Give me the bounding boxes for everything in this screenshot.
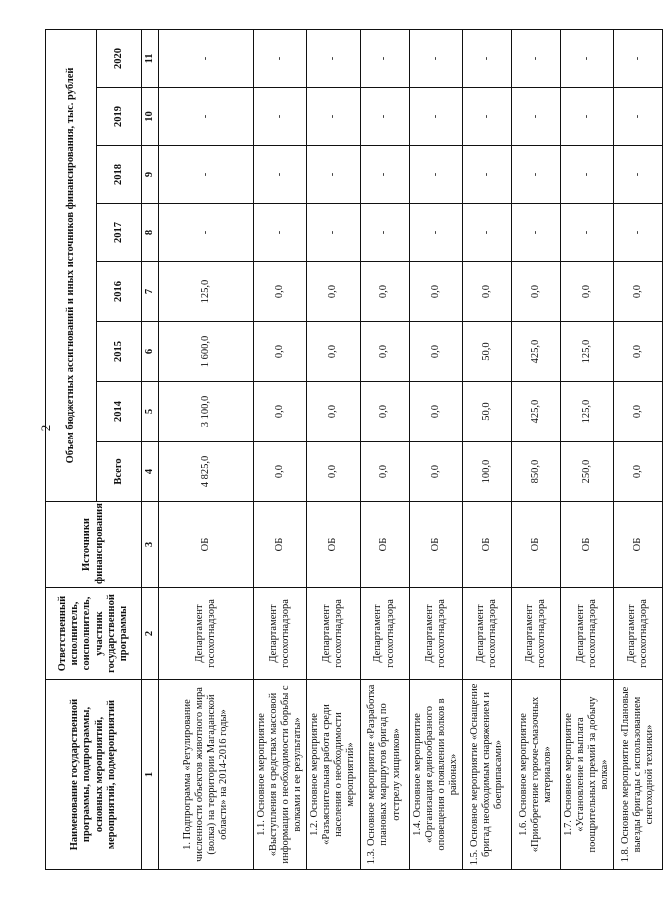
column-number-row	[142, 29, 159, 869]
row-value: -	[511, 29, 560, 87]
header-year: 2016	[97, 262, 142, 322]
row-source: ОБ	[307, 502, 360, 588]
column-number: 4	[142, 442, 159, 502]
table-row	[462, 29, 511, 869]
table-row	[409, 29, 462, 869]
row-total: 250,0	[560, 442, 613, 502]
row-value: 0,0	[254, 382, 307, 442]
row-value: 0,0	[614, 382, 663, 442]
column-number: 10	[142, 88, 159, 146]
row-value: -	[614, 146, 663, 204]
row-executor: Департамент госохотнадзора	[511, 588, 560, 680]
header-executor: Ответственный исполнитель, соисполнитель, участник государственной программы	[46, 588, 142, 680]
column-number: 2	[142, 588, 159, 680]
column-number: 1	[142, 680, 159, 870]
row-source: ОБ	[462, 502, 511, 588]
header-funding-group: Объем бюджетных ассигнований и иных источников финансирования, тыс. рублей	[46, 29, 97, 501]
row-value: -	[409, 88, 462, 146]
column-number: 7	[142, 262, 159, 322]
row-value: -	[462, 146, 511, 204]
row-executor: Департамент госохотнадзора	[159, 588, 254, 680]
row-value: -	[254, 204, 307, 262]
header-year: 2015	[97, 322, 142, 382]
row-value: -	[511, 146, 560, 204]
row-name: 1.5. Основное мероприятие «Оснащение бригад необходимым снаряжением и боеприпасами»	[462, 680, 511, 870]
header-year: 2018	[97, 146, 142, 204]
header-year: 2017	[97, 204, 142, 262]
column-number: 8	[142, 204, 159, 262]
row-total: 0,0	[360, 442, 409, 502]
table-row	[614, 29, 663, 869]
rotated-table-container	[45, 30, 656, 870]
row-executor: Департамент госохотнадзора	[614, 588, 663, 680]
row-value: -	[511, 88, 560, 146]
row-name: 1.2. Основное мероприятие «Разъяснительная работа среди населения о необходимости мероприятий»	[307, 680, 360, 870]
row-name: 1.3. Основное мероприятие «Разработка плановых маршрутов бригад по отстрелу хищников»	[360, 680, 409, 870]
row-value: 125,0	[560, 322, 613, 382]
row-value: -	[560, 88, 613, 146]
row-value: -	[360, 88, 409, 146]
row-value: -	[409, 146, 462, 204]
header-year: 2020	[97, 29, 142, 87]
page-number: 2	[38, 424, 53, 432]
row-name: 1.4. Основное мероприятие «Организация единообразного оповещения о появлении волков в районах»	[409, 680, 462, 870]
row-value: 0,0	[360, 262, 409, 322]
row-value: -	[159, 146, 254, 204]
row-total: 0,0	[254, 442, 307, 502]
row-value: -	[360, 204, 409, 262]
row-value: 0,0	[254, 322, 307, 382]
row-value: -	[560, 204, 613, 262]
column-number: 5	[142, 382, 159, 442]
row-source: ОБ	[614, 502, 663, 588]
row-executor: Департамент госохотнадзора	[409, 588, 462, 680]
row-value: 0,0	[307, 322, 360, 382]
table-row	[159, 29, 254, 869]
row-executor: Департамент госохотнадзора	[254, 588, 307, 680]
row-value: -	[614, 204, 663, 262]
row-value: 425,0	[511, 322, 560, 382]
row-value: -	[360, 146, 409, 204]
row-value: 3 100,0	[159, 382, 254, 442]
column-number: 6	[142, 322, 159, 382]
row-value: 0,0	[560, 262, 613, 322]
row-value: 0,0	[307, 382, 360, 442]
funding-table	[45, 29, 663, 870]
row-executor: Департамент госохотнадзора	[360, 588, 409, 680]
row-value: 425,0	[511, 382, 560, 442]
row-value: -	[614, 29, 663, 87]
row-value: -	[307, 88, 360, 146]
row-value: 0,0	[360, 382, 409, 442]
row-value: -	[307, 29, 360, 87]
row-name: 1.6. Основное мероприятие «Приобретение горюче-смазочных материалов»	[511, 680, 560, 870]
row-value: -	[159, 88, 254, 146]
row-value: -	[409, 204, 462, 262]
row-value: -	[254, 146, 307, 204]
header-row-1	[46, 29, 97, 869]
row-value: 0,0	[409, 382, 462, 442]
row-value: -	[462, 29, 511, 87]
row-value: -	[360, 29, 409, 87]
row-value: 50,0	[462, 322, 511, 382]
row-name: 1.8. Основное мероприятие «Плановые выезды бригады с использованием снегоходной техники»	[614, 680, 663, 870]
row-value: -	[254, 29, 307, 87]
row-value: 0,0	[409, 322, 462, 382]
row-value: -	[560, 146, 613, 204]
row-name: 1.1. Основное мероприятие «Выступления в средствах массовой информации о необходимости борьбы с волками и ее результаты»	[254, 680, 307, 870]
row-value: -	[511, 204, 560, 262]
row-value: 0,0	[254, 262, 307, 322]
row-total: 0,0	[307, 442, 360, 502]
row-value: -	[614, 88, 663, 146]
row-value: -	[307, 146, 360, 204]
header-total: Всего	[97, 442, 142, 502]
row-value: 0,0	[614, 262, 663, 322]
table-row	[511, 29, 560, 869]
row-value: 0,0	[614, 322, 663, 382]
row-value: -	[159, 29, 254, 87]
row-value: 0,0	[307, 262, 360, 322]
row-value: -	[307, 204, 360, 262]
row-value: 1 600,0	[159, 322, 254, 382]
row-value: 50,0	[462, 382, 511, 442]
row-total: 0,0	[409, 442, 462, 502]
row-total: 850,0	[511, 442, 560, 502]
row-value: -	[409, 29, 462, 87]
row-value: 0,0	[511, 262, 560, 322]
row-source: ОБ	[360, 502, 409, 588]
row-value: 125,0	[560, 382, 613, 442]
table-row	[254, 29, 307, 869]
row-executor: Департамент госохотнадзора	[307, 588, 360, 680]
table-row	[360, 29, 409, 869]
row-name: 1.7. Основное мероприятие «Установление и выплата поощрительных премий за добычу волка»	[560, 680, 613, 870]
row-total: 100,0	[462, 442, 511, 502]
table-row	[307, 29, 360, 869]
row-name: 1. Подпрограмма «Регулирование численности объектов животного мира (волка) на территории Магаданской области» на 2014-2016 годы»	[159, 680, 254, 870]
header-funding-source: Источники финансирования	[46, 502, 142, 588]
row-value: 0,0	[462, 262, 511, 322]
row-value: -	[462, 88, 511, 146]
header-year: 2014	[97, 382, 142, 442]
header-year: 2019	[97, 88, 142, 146]
row-source: ОБ	[511, 502, 560, 588]
row-executor: Департамент госохотнадзора	[462, 588, 511, 680]
row-total: 0,0	[614, 442, 663, 502]
row-value: 0,0	[360, 322, 409, 382]
table-row	[560, 29, 613, 869]
row-value: -	[560, 29, 613, 87]
row-source: ОБ	[409, 502, 462, 588]
row-executor: Департамент госохотнадзора	[560, 588, 613, 680]
row-total: 4 825,0	[159, 442, 254, 502]
row-value: 125,0	[159, 262, 254, 322]
row-source: ОБ	[254, 502, 307, 588]
column-number: 11	[142, 29, 159, 87]
row-value: -	[462, 204, 511, 262]
row-source: ОБ	[159, 502, 254, 588]
row-value: 0,0	[409, 262, 462, 322]
row-source: ОБ	[560, 502, 613, 588]
header-program-name: Наименование государственной программы, подпрограммы, основных мероприятий, мероприятий, подмероприятий	[46, 680, 142, 870]
column-number: 3	[142, 502, 159, 588]
row-value: -	[254, 88, 307, 146]
column-number: 9	[142, 146, 159, 204]
row-value: -	[159, 204, 254, 262]
